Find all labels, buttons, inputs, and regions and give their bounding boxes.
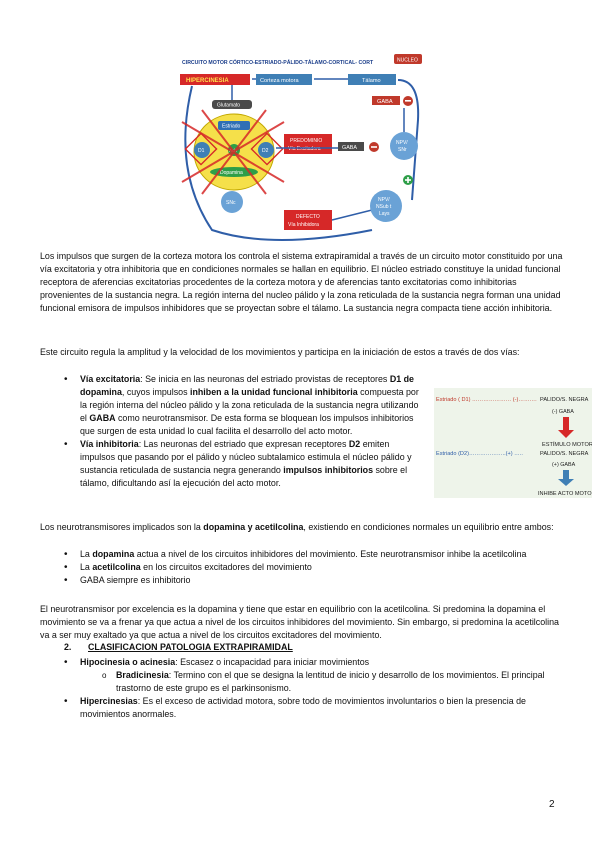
via-inh-text-2: emiten impulsos que pasando por el pálido y núcleo subtalamico estimula el núcleo pálido y sustancia reticulada de sustancia negra generando bbox=[80, 439, 412, 475]
neuro-item2-c: en los circuitos excitadores del movimiento bbox=[140, 562, 312, 572]
npv2-label: NPV/ bbox=[378, 197, 390, 203]
via-inh-bold: impulsos inhibitorios bbox=[283, 465, 374, 475]
side-row2-center: ESTÍMULO MOTOR bbox=[542, 442, 592, 448]
d1-label: D1 bbox=[198, 148, 205, 154]
neuro-intro-bold: dopamina y acetilcolina bbox=[203, 522, 304, 532]
defecto-label: DEFECTO bbox=[296, 214, 320, 220]
neuro-item-acetilcolina bbox=[40, 561, 563, 574]
via-exc-d1: D1 de dopamina bbox=[80, 374, 414, 397]
neuro-intro-1: Los neurotransmisores implicados son la bbox=[40, 522, 204, 532]
dopamina-label: Dopamina bbox=[220, 170, 243, 176]
neuro-item2-b: acetilcolina bbox=[92, 562, 141, 572]
section2-title: CLASIFICACION PATOLOGIA EXTRAPIRAMIDAL bbox=[88, 642, 293, 652]
via-inhibitoria-label: Vía inhibitoria bbox=[80, 439, 139, 449]
diagram-corner-tag-label: NUCLEO bbox=[397, 57, 418, 64]
d2-label: D2 bbox=[262, 148, 269, 154]
via-inh-text-1: : Las neuronas del estriado que expresan receptores bbox=[138, 439, 349, 449]
section2-list bbox=[40, 656, 563, 721]
side-blue-arrow-shaft bbox=[563, 470, 569, 480]
npv-label: NPV/ bbox=[396, 140, 408, 146]
neuro-item-gaba: • GABA siempre es inhibitorio bbox=[40, 574, 563, 587]
circuit-diagram-svg bbox=[172, 50, 432, 248]
hipercinesias-item bbox=[40, 695, 563, 721]
hipercinesias-label: Hipercinesias bbox=[80, 696, 138, 706]
bradicinesia-item bbox=[80, 669, 563, 695]
circuit-intro: Este circuito regula la amplitud y la velocidad de los movimientos y participa en la iniciación de estos a través de dos vías: bbox=[40, 347, 520, 357]
plus-bar-v bbox=[407, 177, 409, 183]
hipercinesia-label: HIPERCINESIA bbox=[186, 78, 229, 84]
neuro-intro-2: , existiendo en condiciones normales un equilibrio entre ambos: bbox=[303, 522, 554, 532]
side-row2-left: Estriado (D2)………………..(+) ….. bbox=[436, 451, 523, 457]
via-excitatoria-item bbox=[40, 373, 422, 438]
snr-label: SNr bbox=[398, 147, 407, 153]
gaba-label-2: GABA bbox=[342, 145, 357, 151]
section2-number: 2. bbox=[64, 642, 72, 652]
snc-label: SNc bbox=[226, 200, 236, 206]
side-row3: INHIBE ACTO MOTOR bbox=[538, 491, 592, 497]
neuro-item1-b: dopamina bbox=[92, 549, 135, 559]
via-exc-text-1: : Se inicia en las neuronas del estriado provistas de receptores bbox=[140, 374, 390, 384]
neuro-item-dopamina bbox=[40, 548, 563, 561]
predominio-label: PREDOMINIO bbox=[290, 138, 323, 144]
neuro-item2-a: La bbox=[80, 562, 93, 572]
via-exc-inhiben: inhiben a la unidad funcional inhibitoria bbox=[190, 387, 358, 397]
estriado-label: Estriado bbox=[222, 123, 241, 130]
hipocinesia-label: Hipocinesia o acinesia bbox=[80, 657, 176, 667]
neuro-item1-a: La bbox=[80, 549, 93, 559]
via-exc-text-3: compuesta por la región interna del núcleo pálido y la zona reticulada de la sustancia negra utilizando el bbox=[80, 387, 419, 423]
via-exc-text-2: , cuyos impulsos bbox=[121, 387, 190, 397]
neuro-closing: El neurotransmisor por excelencia es la dopamina y tiene que estar en equilibrio con la acetilcolina. Si predomina la dopamina el movimiento se va a frenar ya que actua a nivel de los circuitos inhibidores del movimiento. Sin embargo, si predomina la acetilcolina va a ser muy exaltado ya que actua a nivel de los circuitos excitadores del movimiento. bbox=[40, 604, 559, 640]
via-inh-text-3: sobre el tálamo, dificultando así la ejecución del acto motor. bbox=[80, 465, 408, 488]
diagram-title: CIRCUITO MOTOR CÓRTICO-ESTRIADO-PÁLIDO-TÁLAMO-CORTICAL- CORT bbox=[182, 60, 374, 66]
neuro-intro bbox=[40, 521, 563, 534]
hipocinesia-text: : Escasez o incapacidad para iniciar movimientos bbox=[175, 657, 370, 667]
side-diagram bbox=[434, 388, 592, 498]
ach-label: Ach bbox=[229, 148, 237, 153]
npv2-label-c: Lays bbox=[379, 211, 390, 217]
via-inhibitoria-item bbox=[40, 438, 422, 490]
hipocinesia-sublist bbox=[80, 669, 563, 695]
arrow-defecto-npv2 bbox=[332, 210, 372, 220]
section2-heading bbox=[64, 642, 293, 652]
side-row1-right: PALIDO/S. NEGRA bbox=[540, 397, 589, 403]
via-exc-gaba: GABA bbox=[89, 413, 116, 423]
via-excitatoria-label: Vía excitatoria bbox=[80, 374, 141, 384]
glutamato-label: Glutamato bbox=[217, 102, 241, 109]
talamo-label: Tálamo bbox=[362, 78, 381, 84]
bradicinesia-text: : Termino con el que se designa la lentitud de inicio y desarrollo de los movimientos. El principal trastorno de este grupo es el parkinsonismo. bbox=[116, 670, 545, 693]
side-red-arrow-shaft bbox=[563, 417, 569, 431]
side-row2-gaba: (+) GABA bbox=[552, 462, 576, 468]
hipocinesia-item bbox=[40, 656, 563, 695]
neuro-item1-c: actua a nivel de los circuitos inhibidores del movimiento. Este neurotransmisor inhibe la acetilcolina bbox=[134, 549, 527, 559]
page-number: 2 bbox=[549, 799, 555, 810]
side-row1-gaba: (-) GABA bbox=[552, 409, 574, 415]
side-row2-right: PALIDO/S. NEGRA bbox=[540, 451, 589, 457]
via-inh-label: Vía Inhibidora bbox=[288, 222, 319, 228]
via-inh-d2: D2 bbox=[348, 439, 361, 449]
npv-snr-node bbox=[390, 132, 418, 160]
corteza-label: Corteza motora bbox=[260, 78, 299, 84]
bradicinesia-label: Bradicinesia bbox=[116, 670, 169, 680]
npv2-label-b: NSub t bbox=[376, 204, 392, 210]
circuit-diagram bbox=[172, 50, 432, 248]
neuro-list bbox=[40, 548, 563, 587]
via-exc-label: Vía Excitadora bbox=[288, 146, 321, 152]
side-diagram-svg bbox=[434, 388, 592, 498]
intro-paragraph: Los impulsos que surgen de la corteza motora los controla el sistema extrapiramidal a través de un circuito motor constituido por una vía excitatoria y otra inhibitoria que en condiciones normales se hallan en equilibrio. El núcleo estriado constituye la unidad funcional receptora de aferencias excitatorias procedentes de la corteza motora y de aferencias tanto excitatorias como inhibitorias provenientes de la sustancia negra. La región interna del nucleo pálido y la zona reticulada de la sustancia negra forman una unidad funcional emisora de impulsos inhibidores que se proyectan sobre el tálamo. La sustancia negra compacta tiene acción inhibitoria. bbox=[40, 251, 563, 313]
hipercinesias-text: : Es el exceso de actividad motora, sobre todo de movimientos involuntarios o bien la presencia de movimientos anormales. bbox=[80, 696, 526, 719]
minus-bar-2 bbox=[371, 146, 377, 148]
minus-bar-1 bbox=[405, 100, 411, 102]
side-row1-left: Estriado ( D1) ………………… (-)………. bbox=[436, 397, 537, 403]
gaba-label-1: GABA bbox=[377, 99, 393, 105]
via-list bbox=[40, 373, 422, 490]
via-exc-text-4: como neurotransmisor. De esta forma se bloquean los impulsos inhibitorios que surgen de esta unidad lo cual facilita el desarrollo del acto motor. bbox=[80, 413, 414, 436]
